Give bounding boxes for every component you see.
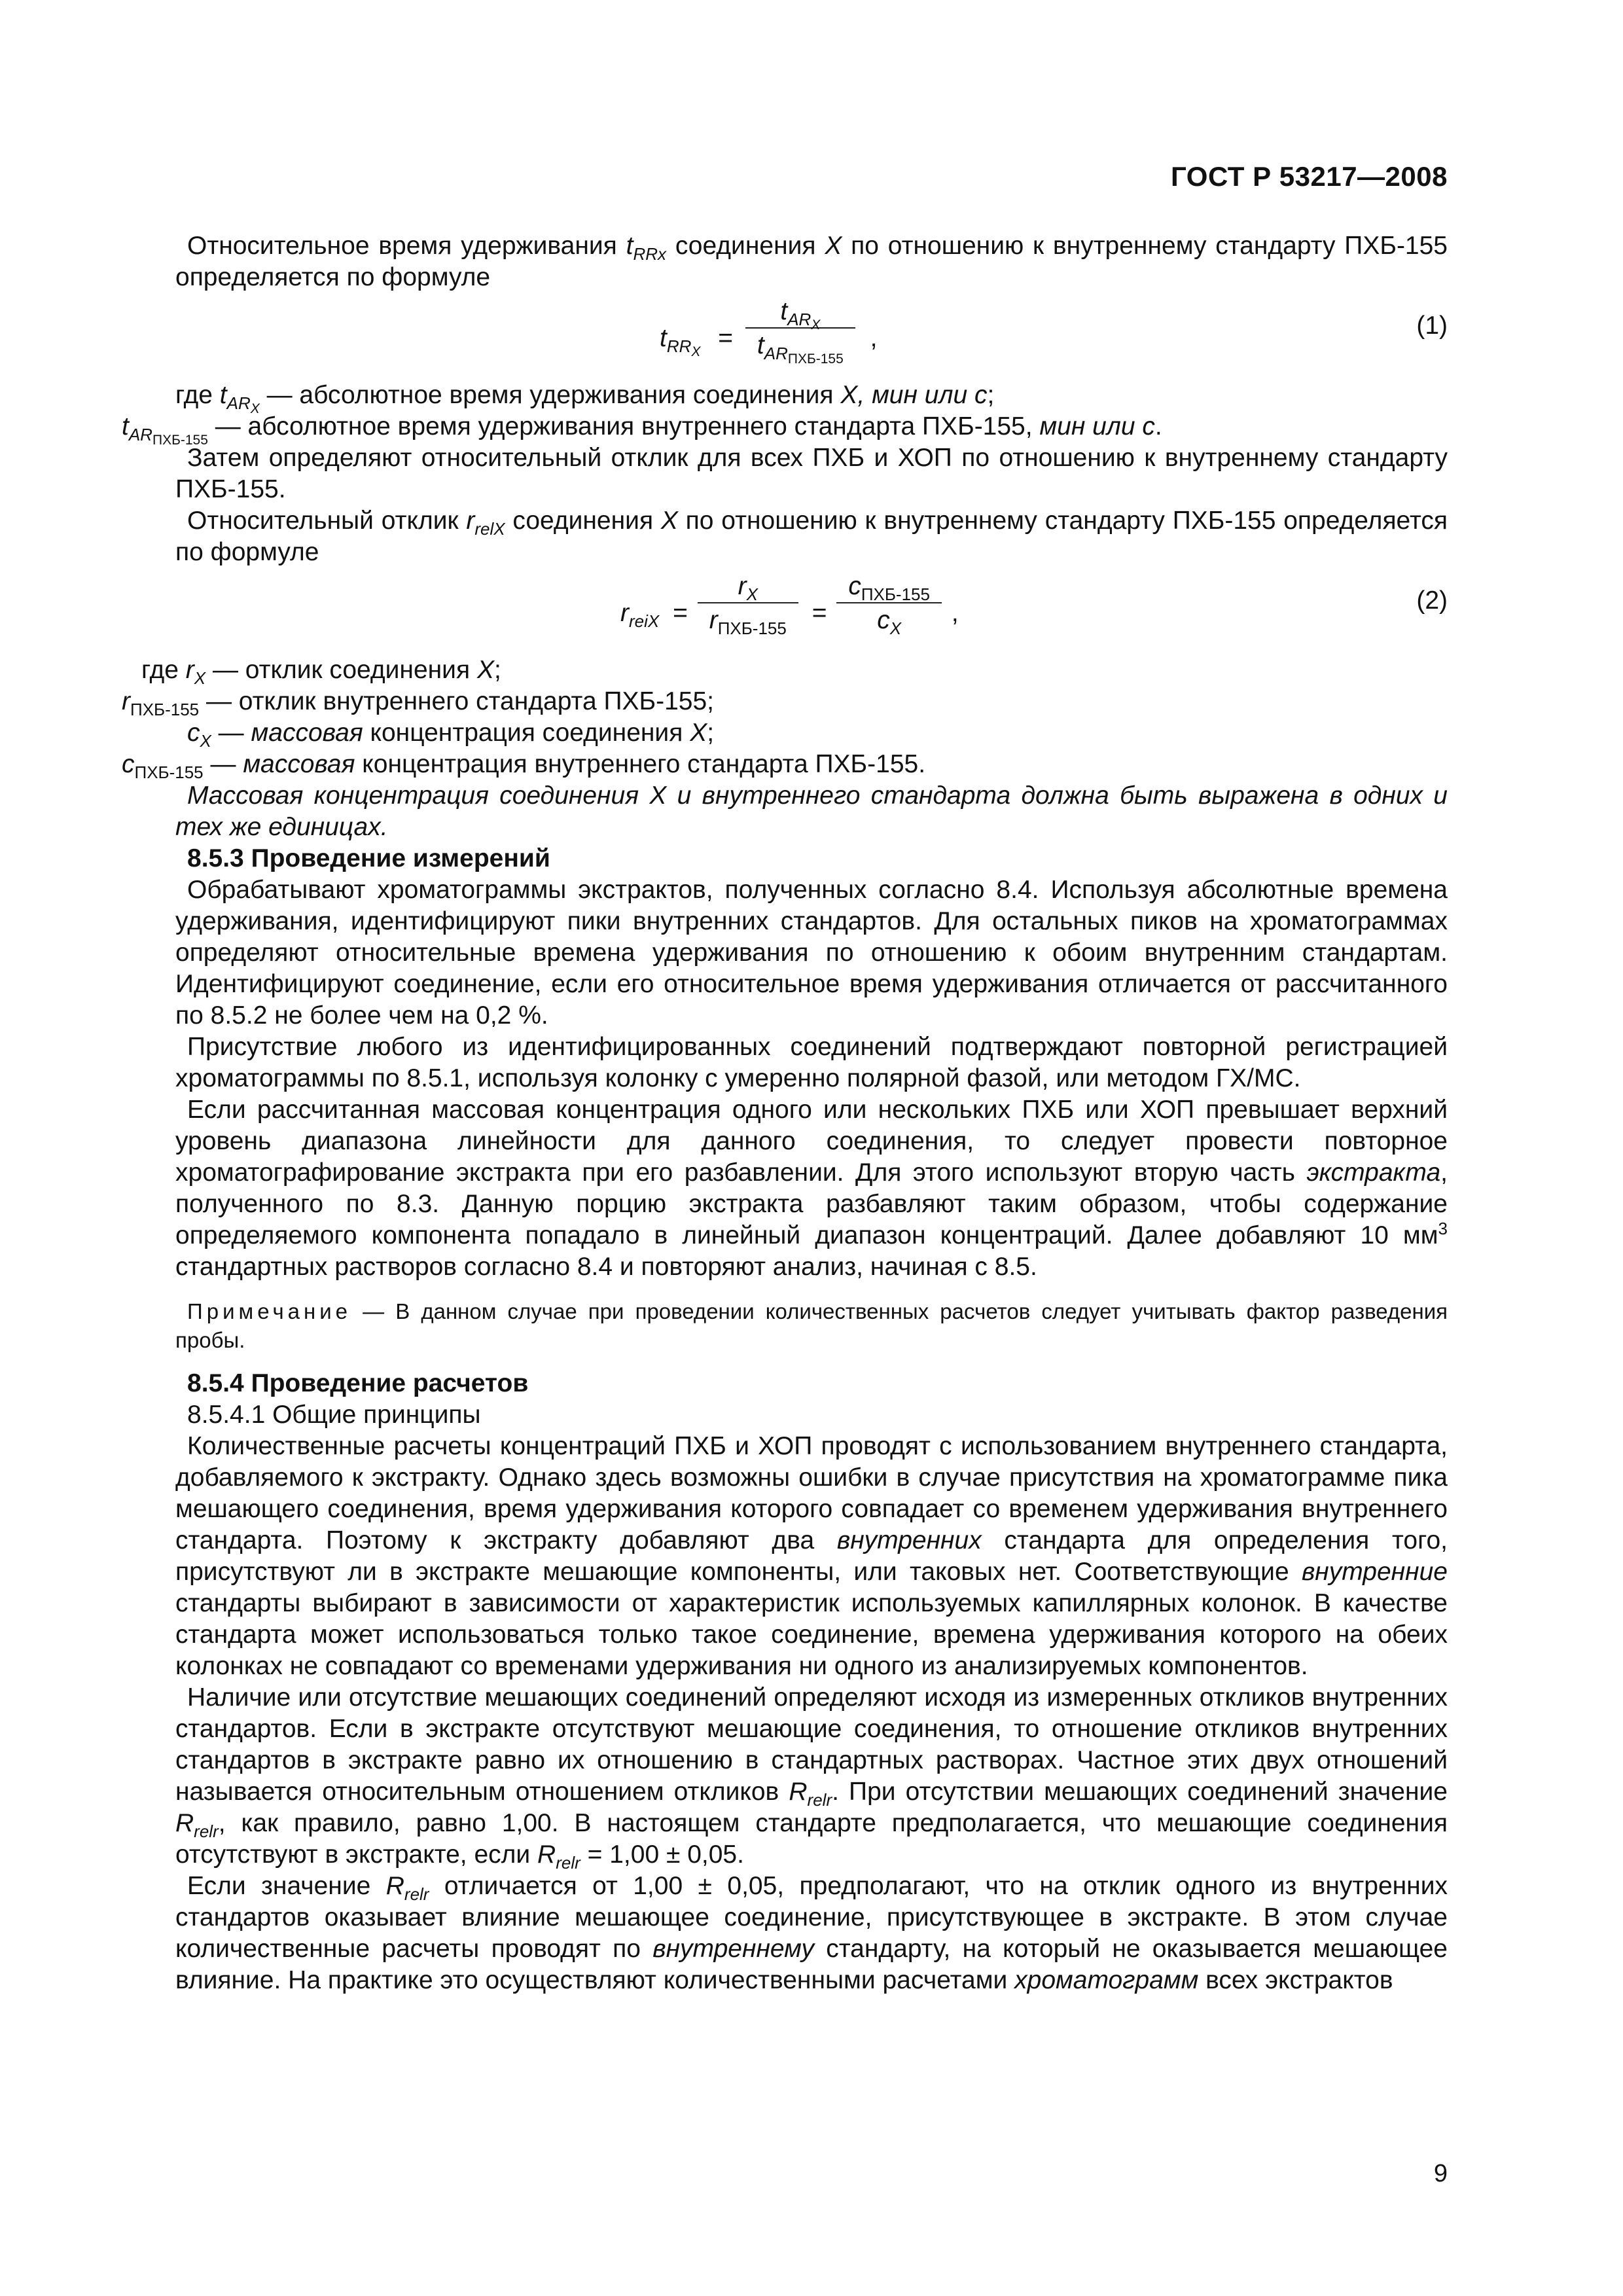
- section-heading-8-5-3: 8.5.3 Проведение измерений: [187, 844, 550, 872]
- subscript: relr: [194, 1821, 219, 1841]
- text: где: [175, 381, 220, 409]
- variable: r: [620, 599, 629, 627]
- section-heading-8-5-4-1: 8.5.4.1 Общие принципы: [187, 1401, 481, 1429]
- text: стандартных растворов согласно 8.4 и повторяют анализ, начиная с 8.5.: [175, 1253, 1037, 1281]
- variable: c: [122, 750, 135, 778]
- comma: ,: [951, 599, 959, 627]
- text: отличается от 1,00 ± 0,05, предполагают, что на отклик одного из внутренних стандартов оказывает влияние мешающее соединение, присутствующее в экстракте. В этом случае количественные расчеты проводят по: [175, 1872, 1448, 1963]
- subscript: AR: [226, 393, 251, 413]
- variable: X: [825, 232, 842, 260]
- text: Количественные расчеты концентраций ПХБ и ХОП проводят с использованием внутреннего стандарта, добавляемого к экстракту. Однако здесь возможны ошибки в случае присутствия на хроматограмме пика мешающего соединения, время удерживания которого совпадает со временем удерживания внутреннего стандарта. Поэтому к экстракту добавляют два: [175, 1432, 1448, 1554]
- variable: R: [537, 1840, 556, 1869]
- text: , полученного по 8.3. Данную порцию экстракта разбавляют таким образом, чтобы содержание определяемого компонента попадало в линейный диапазон концентраций. Далее добавляют 10 мм: [175, 1158, 1448, 1249]
- text: соединения: [505, 507, 661, 535]
- subscript: relr: [404, 1884, 429, 1904]
- formula-2-numerator-2: [836, 572, 942, 603]
- formula-1-expression: [660, 297, 1118, 374]
- text: — абсолютное время удерживания внутреннего стандарта ПХБ-155,: [207, 412, 1040, 440]
- subscript: X: [691, 344, 701, 359]
- text: массовая: [251, 719, 363, 747]
- paragraph-relative-response: [175, 505, 1448, 568]
- note: [175, 1297, 1448, 1355]
- subscript: ПХБ-155: [717, 619, 787, 638]
- text: ;: [987, 381, 995, 409]
- variable: R: [789, 1778, 808, 1806]
- text: —: [203, 750, 243, 778]
- subscript: ПХБ-155: [787, 351, 844, 367]
- note-text: — В данном случае при проведении количественных расчетов следует учитывать фактор разведения пробы.: [175, 1299, 1448, 1352]
- paragraph-measurements: Обрабатывают хроматограммы экстрактов, полученных согласно 8.4. Используя абсолютные времена удерживания, идентифицируют пики внутренних стандартов. Для остальных пиков на хроматограммах определяют относительные времена удерживания по отношению к обоим внутренним стандартам. Идентифицируют соединение, если его относительное время удерживания отличается от рассчитанного по 8.5.2 не более чем на 0,2 %.: [175, 876, 1448, 1030]
- text: . При отсутствии мешающих соединений значение: [832, 1778, 1448, 1806]
- text: Если рассчитанная массовая концентрация одного или нескольких ПХБ или ХОП превышает верхний уровень диапазона линейности для данного соединения, то следует провести повторное хроматографирование экстракта при его разбавлении. Для этого используют вторую часть: [175, 1096, 1448, 1187]
- where-1-line-2: [122, 411, 1448, 448]
- paragraph-interference: [175, 1682, 1448, 1871]
- equals-sign: =: [673, 599, 688, 627]
- text: концентрация соединения: [363, 719, 690, 747]
- variable: X: [476, 656, 494, 684]
- paragraph-confirmation: Присутствие любого из идентифицированных соединений подтверждают повторной регистрацией хроматограммы по 8.5.1, используя колонку с умеренно полярной фазой, или методом ГХ/МС.: [175, 1033, 1448, 1092]
- standard-designation: ГОСТ Р 53217—2008: [1171, 161, 1448, 192]
- subscript: relr: [556, 1853, 580, 1873]
- variable: t: [757, 331, 764, 359]
- paragraph-quantitative: [175, 1431, 1448, 1682]
- formula-1-number: (1): [1416, 312, 1448, 340]
- text: внутренние: [1301, 1558, 1448, 1586]
- text: экстракта: [1306, 1158, 1441, 1187]
- paragraph-deviation: [175, 1871, 1448, 1996]
- text: внутренних: [836, 1526, 982, 1554]
- formula-2-number: (2): [1416, 586, 1448, 615]
- subscript: relr: [807, 1790, 832, 1810]
- text: стандарта для определения того, присутствуют ли в экстракте мешающие компоненты, или таковых нет. Соответствующие: [175, 1526, 1448, 1586]
- variable: r: [709, 606, 718, 634]
- text: .: [1154, 412, 1162, 440]
- subscript: relX: [474, 519, 505, 539]
- subscript: AR: [787, 310, 812, 329]
- paragraph-dilution: [175, 1094, 1448, 1283]
- text: концентрация внутреннего стандарта ПХБ-155.: [355, 750, 926, 778]
- text: Наличие или отсутствие мешающих соединений определяют исходя из измеренных откликов внутренних стандартов. Если в экстракте отсутствуют мешающие соединения, то отношение откликов внутренних стандартов в экстракте равно их отношению в стандартных растворах. Частное этих двух отношений называется относительным отношением откликов: [175, 1683, 1448, 1806]
- text: где: [141, 656, 186, 684]
- text: — абсолютное время удерживания соединения: [259, 381, 841, 409]
- text: — отклик соединения: [205, 656, 477, 684]
- text: массовая: [243, 750, 355, 778]
- formula-2-denominator-1: [698, 603, 798, 638]
- subscript: RR: [666, 336, 692, 356]
- variable: X, мин или с: [840, 381, 988, 409]
- text: стандарты выбирают в зависимости от характеристик используемых капиллярных колонок. В качестве стандарта может использоваться только такое соединение, времена удерживания которого на обеих колонках не совпадают со временами удерживания ни одного из анализируемых компонентов.: [175, 1589, 1448, 1680]
- formula-1: [175, 297, 1448, 374]
- variable: c: [848, 572, 861, 600]
- comma: ,: [870, 324, 878, 352]
- formula-1-lhs: [660, 323, 701, 359]
- subscript: X: [194, 668, 206, 688]
- equals-sign: =: [812, 599, 827, 627]
- subscript: ПХБ-155: [152, 433, 208, 448]
- where-2-line-1: [141, 655, 1448, 686]
- formula-1-denominator: [745, 329, 855, 367]
- subscript: X: [746, 584, 758, 604]
- variable: c: [877, 606, 890, 634]
- text: = 1,00 ± 0,05.: [580, 1840, 744, 1869]
- text: по отношению к внутреннему стандарту ПХБ-155 определяется по формуле: [175, 232, 1448, 291]
- formula-2-expression: [620, 572, 1079, 649]
- text: — отклик внутреннего стандарта ПХБ-155;: [199, 687, 715, 715]
- paragraph-relative-retention: [175, 230, 1448, 293]
- text: по отношению к внутреннему стандарту ПХБ-155 определяется по формуле: [175, 507, 1448, 566]
- variable: t: [660, 324, 667, 352]
- subscript: X: [250, 401, 260, 416]
- formula-2-numerator-1: [698, 572, 798, 603]
- text: всех экстрактов: [1198, 1966, 1393, 1994]
- subscript: RRx: [633, 244, 667, 264]
- formula-1-fraction: [745, 297, 855, 367]
- variable: r: [122, 687, 130, 715]
- formula-2-lhs: [620, 598, 659, 629]
- formula-2-fraction-2: [836, 572, 942, 638]
- where-2-line-2: [122, 686, 1448, 717]
- where-2-line-3: [187, 717, 1448, 749]
- where-2-line-4: [122, 749, 1448, 780]
- variable: t: [219, 381, 227, 409]
- subscript: ПХБ-155: [134, 762, 204, 782]
- variable: r: [738, 572, 747, 600]
- text: стандарту, на который не оказывается мешающее влияние. На практике это осуществляют количественными расчетами: [175, 1935, 1448, 1994]
- variable: R: [175, 1809, 194, 1837]
- section-heading-8-5-4: 8.5.4 Проведение расчетов: [187, 1369, 529, 1397]
- variable: t: [122, 412, 129, 440]
- where-1-line-1: [175, 380, 1448, 416]
- subscript: X: [811, 317, 821, 332]
- subscript: AR: [764, 344, 788, 363]
- variable: R: [385, 1872, 404, 1900]
- text: Относительный отклик: [187, 507, 467, 535]
- text: ;: [707, 719, 715, 747]
- variable: X: [690, 719, 707, 747]
- equals-sign: =: [718, 324, 734, 352]
- subscript: ПХБ-155: [130, 700, 200, 719]
- formula-2-fraction-1: [698, 572, 798, 638]
- text: Если значение: [187, 1872, 386, 1900]
- variable: t: [780, 297, 788, 325]
- paragraph-units-note: Массовая концентрация соединения X и внутреннего стандарта должна быть выражена в одних и тех же единицах.: [175, 781, 1448, 841]
- variable: t: [626, 232, 633, 260]
- subscript: reiX: [629, 611, 660, 631]
- note-label: Примечание: [187, 1299, 352, 1323]
- text: мин или с: [1039, 412, 1155, 440]
- text: хроматограмм: [1014, 1966, 1199, 1994]
- text: Относительное время удерживания: [187, 232, 626, 260]
- page-number: 9: [1433, 2160, 1448, 2187]
- variable: c: [187, 719, 200, 747]
- subscript: AR: [128, 425, 152, 444]
- text: ;: [493, 656, 501, 684]
- text: соединения: [666, 232, 825, 260]
- subscript: X: [889, 619, 902, 638]
- subscript: X: [200, 731, 211, 751]
- formula-2-denominator-2: [836, 603, 942, 638]
- document-body: [122, 230, 1448, 1996]
- subscript: ПХБ-155: [861, 584, 930, 604]
- formula-2: [175, 572, 1448, 649]
- variable: r: [185, 656, 194, 684]
- formula-1-numerator: [745, 297, 855, 332]
- paragraph-relative-response-intro: Затем определяют относительный отклик для всех ПХБ и ХОП по отношению к внутреннему стандарту ПХБ-155.: [175, 444, 1448, 503]
- variable: r: [466, 507, 475, 535]
- text: —: [211, 719, 251, 747]
- variable: X: [660, 507, 678, 535]
- superscript: 3: [1438, 1219, 1448, 1238]
- text: внутреннему: [652, 1935, 814, 1963]
- text: , как правило, равно 1,00. В настоящем стандарте предполагается, что мешающие соединения отсутствуют в экстракте, если: [175, 1809, 1448, 1869]
